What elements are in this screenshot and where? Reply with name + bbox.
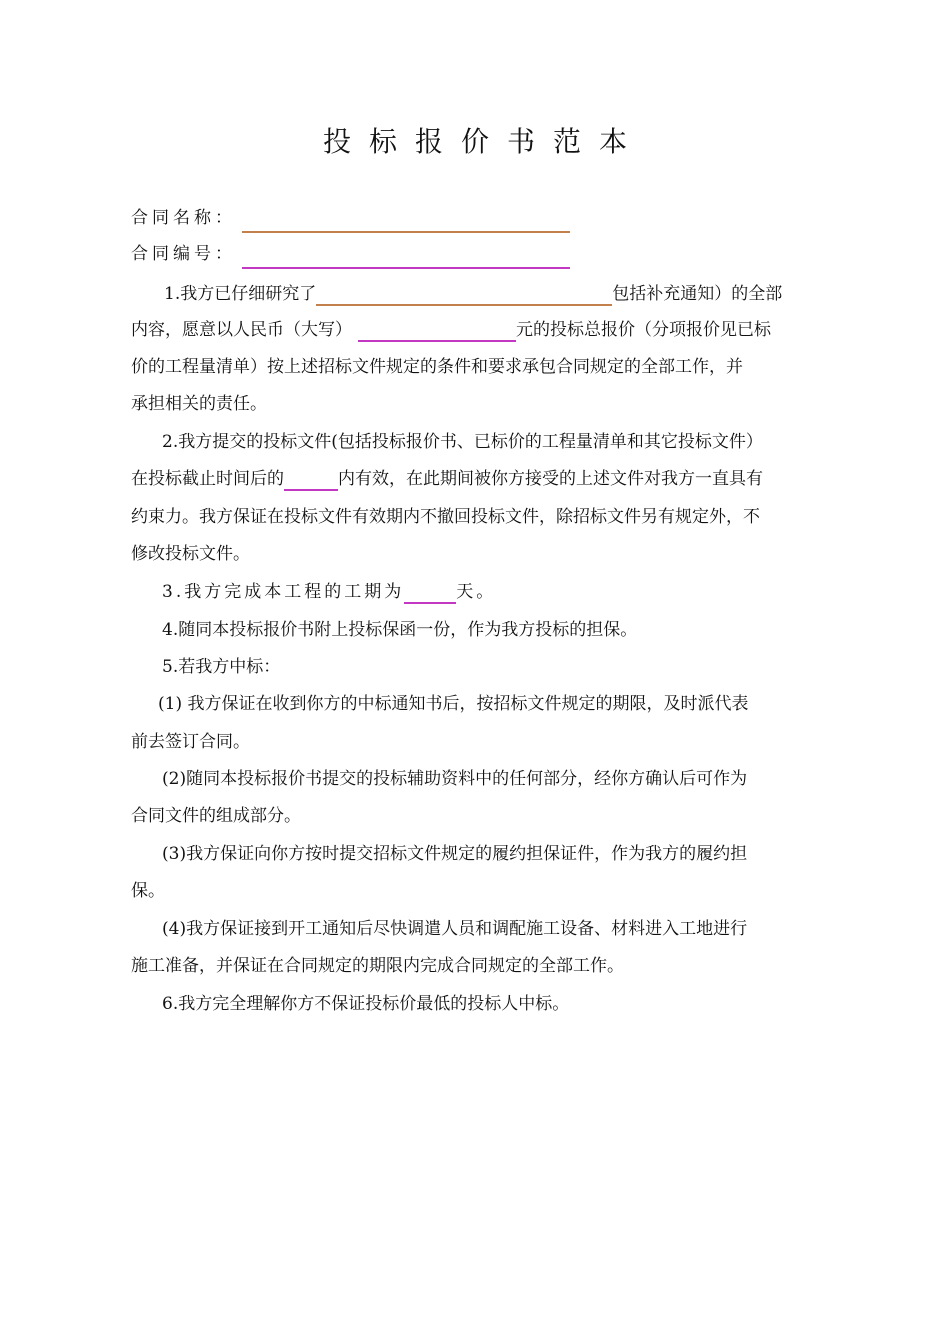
p2-line1 bbox=[162, 430, 763, 454]
s2-line2 bbox=[131, 804, 301, 828]
contract-no-row bbox=[131, 239, 570, 269]
p4-text: 4.随同本投标报价书附上投标保函一份，作为我方投标的担保。 bbox=[162, 620, 638, 640]
p2-text-e: 修改投标文件。 bbox=[131, 544, 250, 564]
p6-text: 6.我方完全理解你方不保证投标价最低的投标人中标。 bbox=[162, 994, 570, 1014]
p1-text-f: 承担相关的责任。 bbox=[131, 394, 267, 414]
s2-text-b: 合同文件的组成部分。 bbox=[131, 806, 301, 826]
p1-line1 bbox=[164, 282, 782, 306]
document-title: 投标报价书范本 bbox=[322, 125, 645, 158]
s4-line1 bbox=[162, 917, 747, 941]
p1-text-e: 价的工程量清单）按上述招标文件规定的条件和要求承包合同规定的全部工作，并 bbox=[131, 357, 743, 377]
p2-text-c: 内有效，在此期间被你方接受的上述文件对我方一直具有 bbox=[338, 469, 763, 489]
p1-line4 bbox=[131, 392, 267, 416]
s4-text-b: 施工准备，并保证在合同规定的期限内完成合同规定的全部工作。 bbox=[131, 956, 624, 976]
s1-line2 bbox=[131, 730, 250, 754]
p2-line2 bbox=[131, 467, 763, 491]
s1-text-b: 前去签订合同。 bbox=[131, 732, 250, 752]
p2-line4 bbox=[131, 542, 250, 566]
p3-text-b: 天。 bbox=[456, 582, 497, 602]
s3-text-b: 保。 bbox=[131, 881, 165, 901]
s3-line1 bbox=[162, 842, 747, 866]
p1-text-a: 1.我方已仔细研究了 bbox=[164, 284, 317, 304]
s4-line2 bbox=[131, 954, 624, 978]
s3-text-a: (3)我方保证向你方按时提交招标文件规定的履约担保证件，作为我方的履约担 bbox=[162, 844, 748, 864]
p1-line2 bbox=[131, 318, 771, 342]
p2-line3 bbox=[131, 505, 760, 529]
p1-text-b: 包括补充通知）的全部 bbox=[612, 284, 783, 304]
p1-text-c: 内容，愿意以人民币（大写） bbox=[131, 320, 352, 340]
p5-text: 5.若我方中标： bbox=[162, 657, 281, 677]
s4-text-a: (4)我方保证接到开工通知后尽快调遣人员和调配施工设备、材料进入工地进行 bbox=[162, 919, 748, 939]
p2-text-b: 在投标截止时间后的 bbox=[131, 469, 284, 489]
p6-line1 bbox=[162, 992, 569, 1016]
p4-line1 bbox=[162, 618, 637, 642]
validity-period-blank[interactable] bbox=[284, 467, 338, 491]
contract-no-label: 合同编号： bbox=[131, 244, 236, 264]
p3-text-a: 3.我方完成本工程的工期为 bbox=[162, 582, 405, 602]
s2-text-a: (2)随同本投标报价书提交的投标辅助资料中的任何部分，经你方确认后可作为 bbox=[162, 769, 748, 789]
contract-name-label: 合同名称： bbox=[131, 208, 236, 228]
p5-line1 bbox=[162, 655, 280, 679]
p3-line1 bbox=[162, 580, 496, 604]
p1-text-d: 元的投标总报价（分项报价见已标 bbox=[516, 320, 771, 340]
s2-line1 bbox=[162, 767, 747, 791]
tender-docs-blank[interactable] bbox=[316, 282, 612, 306]
contract-name-blank[interactable] bbox=[242, 209, 570, 233]
s1-text-a: (1) 我方保证在收到你方的中标通知书后，按招标文件规定的期限，及时派代表 bbox=[158, 694, 749, 714]
s3-line2 bbox=[131, 879, 165, 903]
p2-text-a: 2.我方提交的投标文件(包括投标报价书、已标价的工程量清单和其它投标文件） bbox=[162, 432, 763, 452]
contract-no-blank[interactable] bbox=[242, 245, 570, 269]
p2-text-d: 约束力。我方保证在投标文件有效期内不撤回投标文件，除招标文件另有规定外，不 bbox=[131, 507, 760, 527]
duration-days-blank[interactable] bbox=[404, 580, 456, 604]
s1-line1 bbox=[158, 692, 748, 716]
p1-line3 bbox=[131, 355, 743, 379]
contract-name-row bbox=[131, 203, 570, 233]
amount-blank[interactable] bbox=[358, 318, 516, 342]
